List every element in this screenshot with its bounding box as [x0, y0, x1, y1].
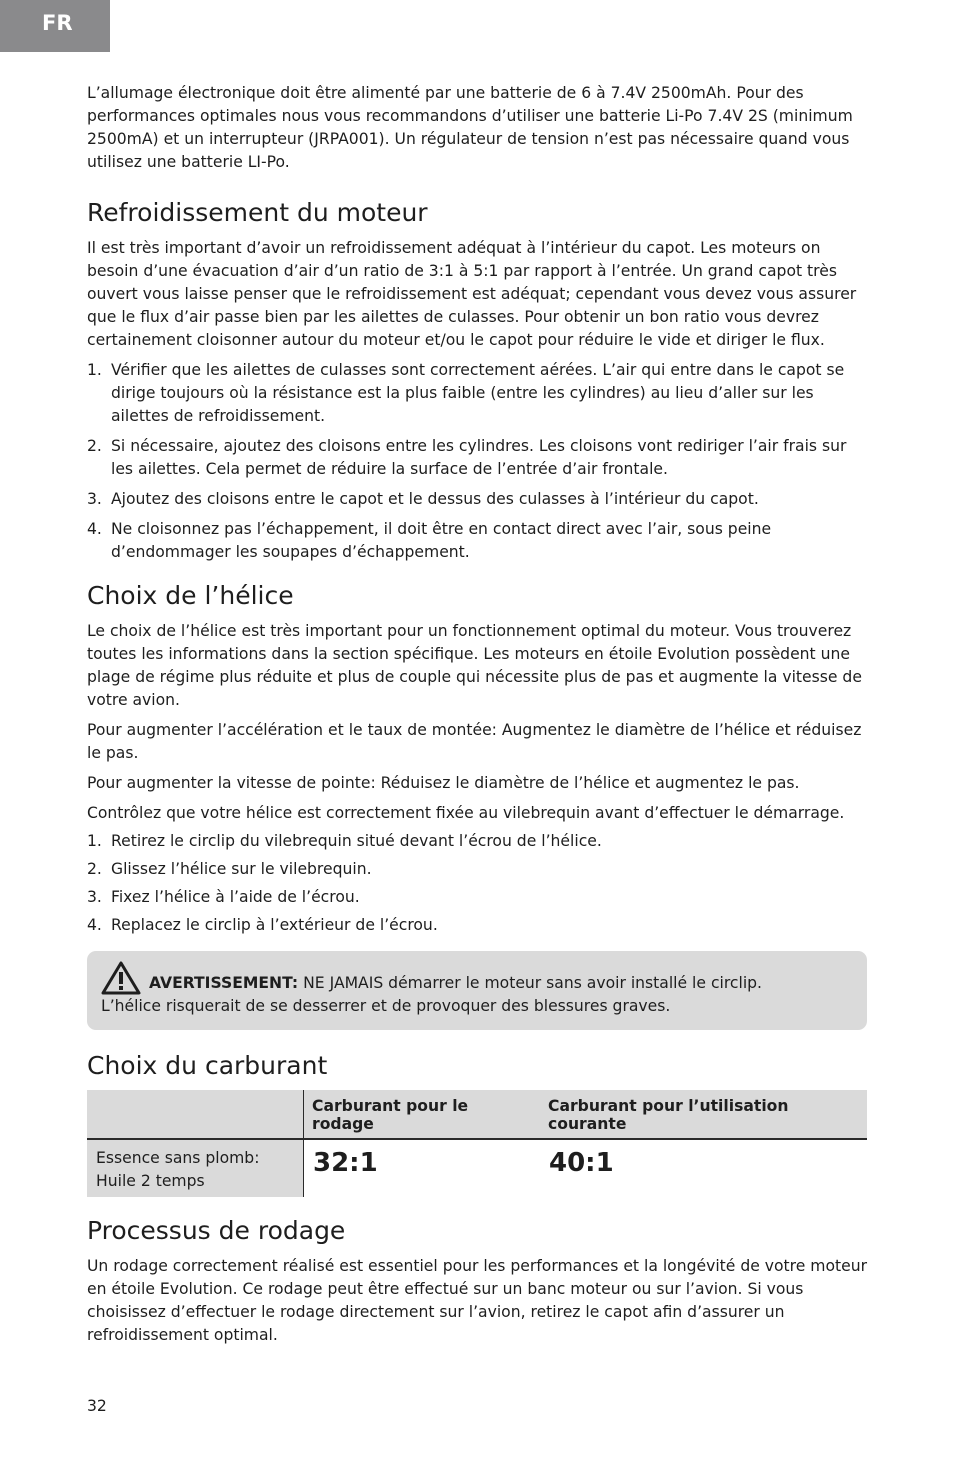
- language-tab: FR: [0, 0, 110, 52]
- list-number: 3.: [87, 888, 102, 906]
- list-item: [87, 886, 867, 909]
- warning-text-line-2: L’hélice risquerait de se desserrer et de provoquer des blessures graves.: [101, 997, 671, 1015]
- propeller-steps: [87, 830, 867, 937]
- fuel-table: [87, 1090, 867, 1197]
- list-text: Si nécessaire, ajoutez des cloisons entre les cylindres. Les cloisons vont rediriger l’air frais sur les ailettes. Cela permet de réduire la surface de l’entrée d’air frontale.: [111, 437, 847, 478]
- list-number: 4.: [87, 916, 102, 934]
- table-row: [87, 1139, 867, 1197]
- list-text: Glissez l’hélice sur le vilebrequin.: [111, 860, 372, 878]
- list-item: [87, 914, 867, 937]
- list-item: [87, 858, 867, 881]
- warning-triangle-icon: [101, 961, 141, 995]
- intro-paragraph: L’allumage électronique doit être alimenté par une batterie de 6 à 7.4V 2500mAh. Pour des performances optimales nous vous recommandons d’utiliser une batterie Li-Po 7.4V 2S (minimum 2500mA) et un interrupteur (JRPA001). Un régulateur de tension n’est pas nécessaire quand vous utilisez une batterie LI-Po.: [87, 84, 853, 171]
- list-number: 1.: [87, 361, 102, 379]
- list-number: 3.: [87, 490, 102, 508]
- warning-text: NE JAMAIS démarrer le moteur sans avoir installé le circlip.: [303, 974, 763, 992]
- list-text: Fixez l’hélice à l’aide de l’écrou.: [111, 888, 360, 906]
- propeller-paragraph-4: Contrôlez que votre hélice est correctement fixée au vilebrequin avant d’effectuer le démarrage.: [87, 804, 845, 822]
- list-text: Ne cloisonnez pas l’échappement, il doit être en contact direct avec l’air, sous peine d’endommager les soupapes d’échappement.: [111, 520, 772, 561]
- table-header-break-in: Carburant pour le rodage: [304, 1090, 541, 1139]
- table-header-blank: [87, 1090, 304, 1139]
- warning-line: [101, 961, 853, 995]
- break-in-paragraph: Un rodage correctement réalisé est essentiel pour les performances et la longévité de votre moteur en étoile Evolution. Ce rodage peut être effectué sur un banc moteur ou sur l’avion. Si vous choisissez d’effectuer le rodage directement sur l’avion, retirez le capot afin d’assurer un refroidissement optimal.: [87, 1257, 868, 1344]
- fuel-heading: Choix du carburant: [87, 1051, 328, 1080]
- list-text: Replacez le circlip à l’extérieur de l’écrou.: [111, 916, 438, 934]
- cooling-paragraph: Il est très important d’avoir un refroidissement adéquat à l’intérieur du capot. Les moteurs on besoin d’une évacuation d’air d’un ratio de 3:1 à 5:1 par rapport à l’entrée. Un grand capot très ouvert vous laisse penser que le refroidissement est adéquat; cependant vous devez vous assurer que le flux d’air passe bien par les ailettes de culasses. Pour obtenir un bon ratio vous devrez certainement cloisonner autour du moteur et/ou le capot pour réduire le vide et diriger le flux.: [87, 239, 857, 349]
- warning-box: [87, 951, 867, 1030]
- page-content: [87, 82, 867, 1354]
- regular-ratio: 40:1: [549, 1148, 614, 1178]
- list-number: 2.: [87, 860, 102, 878]
- regular-ratio-cell: [540, 1139, 867, 1197]
- propeller-paragraph-1: Le choix de l’hélice est très important pour un fonctionnement optimal du moteur. Vous trouverez toutes les informations dans la section spécifique. Les moteurs en étoile Evolution possèdent une plage de régime plus réduite et plus de couple qui nécessite plus de pas et augmente la vitesse de votre avion.: [87, 622, 862, 709]
- list-item: [87, 518, 867, 564]
- list-item: [87, 435, 867, 481]
- list-number: 2.: [87, 437, 102, 455]
- list-text: Retirez le circlip du vilebrequin situé devant l’écrou de l’hélice.: [111, 832, 602, 850]
- list-number: 4.: [87, 520, 102, 538]
- table-header-regular: Carburant pour l’utilisation courante: [540, 1090, 867, 1139]
- fuel-mixture-label: [87, 1139, 304, 1197]
- list-item: [87, 830, 867, 853]
- list-item: [87, 359, 867, 428]
- propeller-paragraph-3: Pour augmenter la vitesse de pointe: Réduisez le diamètre de l’hélice et augmentez le pas.: [87, 774, 800, 792]
- propeller-paragraph-2: Pour augmenter l’accélération et le taux de montée: Augmentez le diamètre de l’hélice et réduisez le pas.: [87, 721, 862, 762]
- cooling-heading: Refroidissement du moteur: [87, 198, 428, 227]
- table-header-row: [87, 1090, 867, 1139]
- list-number: 1.: [87, 832, 102, 850]
- break-in-ratio: 32:1: [313, 1148, 378, 1178]
- fuel-label-line-1: Essence sans plomb:: [96, 1149, 260, 1167]
- break-in-ratio-cell: [304, 1139, 541, 1197]
- cooling-steps: [87, 359, 867, 564]
- warning-label: AVERTISSEMENT:: [149, 974, 299, 992]
- list-text: Ajoutez des cloisons entre le capot et le dessus des culasses à l’intérieur du capot.: [111, 490, 759, 508]
- list-text: Vérifier que les ailettes de culasses sont correctement aérées. L’air qui entre dans le capot se dirige toujours où la résistance est la plus faible (entre les cylindres) au lieu d’aller sur les ailettes de refroidissement.: [111, 361, 845, 425]
- list-item: [87, 488, 867, 511]
- propeller-heading: Choix de l’hélice: [87, 581, 294, 610]
- page-number: 32: [87, 1397, 107, 1415]
- fuel-label-line-2: Huile 2 temps: [96, 1172, 205, 1190]
- break-in-heading: Processus de rodage: [87, 1216, 346, 1245]
